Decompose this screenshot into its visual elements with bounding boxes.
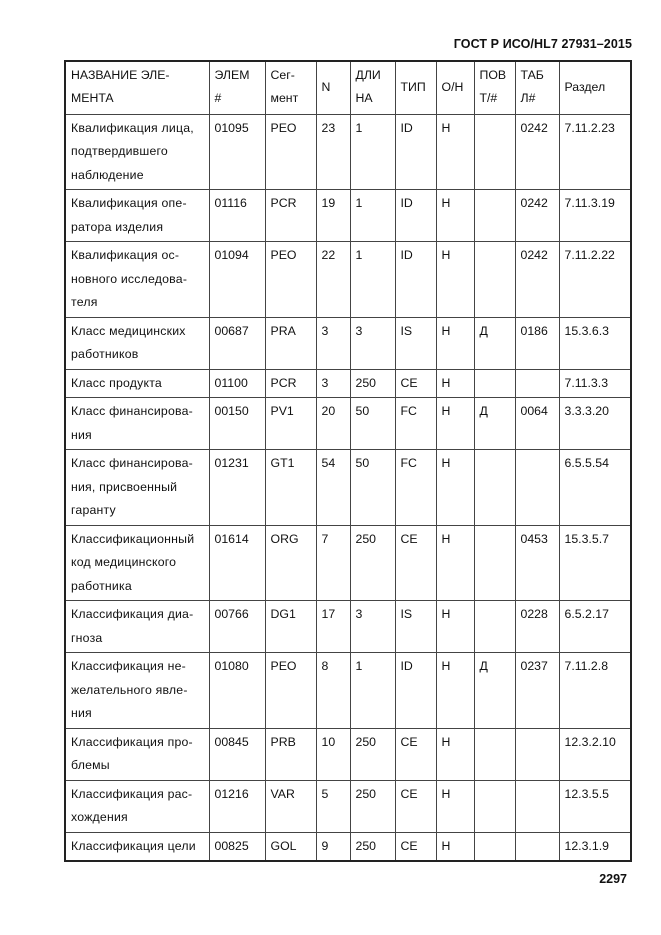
cell-repeat xyxy=(474,369,515,398)
cell-table xyxy=(515,450,559,526)
cell-length: 50 xyxy=(350,450,395,526)
cell-n: 3 xyxy=(316,369,350,398)
cell-table: 0228 xyxy=(515,601,559,653)
table-row xyxy=(65,780,631,832)
cell-element-name: Классификационный код медицинского работника xyxy=(65,525,209,601)
cell-table xyxy=(515,832,559,861)
cell-n: 7 xyxy=(316,525,350,601)
cell-section: 7.11.2.22 xyxy=(559,242,631,318)
cell-elem: 00687 xyxy=(209,317,265,369)
document-standard-title: ГОСТ Р ИСО/HL7 27931–2015 xyxy=(453,37,632,51)
cell-n: 23 xyxy=(316,114,350,190)
cell-optional: Н xyxy=(436,832,474,861)
cell-type: CE xyxy=(395,832,436,861)
table-row xyxy=(65,242,631,318)
cell-optional: Н xyxy=(436,728,474,780)
cell-element-name: Классификация рас- хождения xyxy=(65,780,209,832)
cell-optional: Н xyxy=(436,190,474,242)
data-elements-table xyxy=(64,60,632,862)
table-row xyxy=(65,653,631,729)
cell-elem: 01094 xyxy=(209,242,265,318)
cell-repeat xyxy=(474,450,515,526)
cell-repeat: Д xyxy=(474,653,515,729)
cell-table xyxy=(515,780,559,832)
cell-type: ID xyxy=(395,653,436,729)
cell-repeat xyxy=(474,728,515,780)
column-header-length: ДЛИ НА xyxy=(350,61,395,114)
cell-section: 6.5.2.17 xyxy=(559,601,631,653)
cell-table: 0064 xyxy=(515,398,559,450)
cell-elem: 01080 xyxy=(209,653,265,729)
cell-element-name: Класс медицинских работников xyxy=(65,317,209,369)
cell-segment: PV1 xyxy=(265,398,316,450)
cell-elem: 01116 xyxy=(209,190,265,242)
cell-n: 17 xyxy=(316,601,350,653)
cell-length: 250 xyxy=(350,369,395,398)
cell-length: 50 xyxy=(350,398,395,450)
cell-elem: 00825 xyxy=(209,832,265,861)
cell-repeat: Д xyxy=(474,317,515,369)
table-row xyxy=(65,369,631,398)
table-row xyxy=(65,525,631,601)
cell-section: 15.3.5.7 xyxy=(559,525,631,601)
cell-segment: PCR xyxy=(265,369,316,398)
cell-length: 1 xyxy=(350,653,395,729)
cell-optional: Н xyxy=(436,601,474,653)
cell-type: ID xyxy=(395,242,436,318)
cell-segment: PEO xyxy=(265,242,316,318)
cell-length: 1 xyxy=(350,114,395,190)
cell-length: 3 xyxy=(350,601,395,653)
cell-section: 6.5.5.54 xyxy=(559,450,631,526)
column-header-segment: Сег- мент xyxy=(265,61,316,114)
cell-element-name: Класс финансирова- ния xyxy=(65,398,209,450)
cell-elem: 00766 xyxy=(209,601,265,653)
cell-optional: Н xyxy=(436,653,474,729)
cell-element-name: Классификация цели xyxy=(65,832,209,861)
cell-segment: GT1 xyxy=(265,450,316,526)
table-row xyxy=(65,398,631,450)
cell-section: 12.3.5.5 xyxy=(559,780,631,832)
cell-element-name: Класс финансирова- ния, присвоенный гаранту xyxy=(65,450,209,526)
column-header-repeat: ПОВ Т/# xyxy=(474,61,515,114)
cell-length: 3 xyxy=(350,317,395,369)
cell-type: ID xyxy=(395,114,436,190)
column-header-section: Раздел xyxy=(559,61,631,114)
cell-segment: VAR xyxy=(265,780,316,832)
cell-elem: 00150 xyxy=(209,398,265,450)
cell-repeat: Д xyxy=(474,398,515,450)
column-header-optional: О/Н xyxy=(436,61,474,114)
cell-type: CE xyxy=(395,369,436,398)
cell-table xyxy=(515,369,559,398)
cell-type: CE xyxy=(395,728,436,780)
cell-element-name: Классификация диа- гноза xyxy=(65,601,209,653)
cell-table: 0242 xyxy=(515,190,559,242)
cell-n: 54 xyxy=(316,450,350,526)
cell-segment: PRA xyxy=(265,317,316,369)
cell-n: 19 xyxy=(316,190,350,242)
cell-table xyxy=(515,728,559,780)
cell-element-name: Квалификация ос- новного исследова- теля xyxy=(65,242,209,318)
cell-n: 8 xyxy=(316,653,350,729)
cell-optional: Н xyxy=(436,398,474,450)
cell-length: 250 xyxy=(350,728,395,780)
cell-n: 20 xyxy=(316,398,350,450)
cell-repeat xyxy=(474,190,515,242)
cell-section: 12.3.2.10 xyxy=(559,728,631,780)
cell-section: 7.11.2.8 xyxy=(559,653,631,729)
cell-repeat xyxy=(474,601,515,653)
cell-optional: Н xyxy=(436,317,474,369)
cell-type: FC xyxy=(395,450,436,526)
cell-element-name: Квалификация опе- ратора изделия xyxy=(65,190,209,242)
cell-optional: Н xyxy=(436,242,474,318)
cell-n: 9 xyxy=(316,832,350,861)
cell-optional: Н xyxy=(436,450,474,526)
table-row xyxy=(65,728,631,780)
cell-section: 7.11.2.23 xyxy=(559,114,631,190)
cell-type: CE xyxy=(395,780,436,832)
cell-n: 22 xyxy=(316,242,350,318)
table-row xyxy=(65,190,631,242)
cell-repeat xyxy=(474,114,515,190)
column-header-name: НАЗВАНИЕ ЭЛЕ- МЕНТА xyxy=(65,61,209,114)
table-row xyxy=(65,114,631,190)
cell-repeat xyxy=(474,832,515,861)
cell-elem: 01614 xyxy=(209,525,265,601)
page-number: 2297 xyxy=(599,872,627,886)
cell-repeat xyxy=(474,780,515,832)
cell-length: 250 xyxy=(350,832,395,861)
cell-segment: GOL xyxy=(265,832,316,861)
cell-n: 5 xyxy=(316,780,350,832)
cell-n: 3 xyxy=(316,317,350,369)
cell-type: FC xyxy=(395,398,436,450)
cell-element-name: Класс продукта xyxy=(65,369,209,398)
cell-section: 3.3.3.20 xyxy=(559,398,631,450)
cell-table: 0242 xyxy=(515,114,559,190)
column-header-n: N xyxy=(316,61,350,114)
cell-n: 10 xyxy=(316,728,350,780)
cell-segment: PEO xyxy=(265,114,316,190)
cell-segment: ORG xyxy=(265,525,316,601)
cell-elem: 01100 xyxy=(209,369,265,398)
cell-segment: PRB xyxy=(265,728,316,780)
cell-type: IS xyxy=(395,601,436,653)
cell-optional: Н xyxy=(436,114,474,190)
cell-elem: 01095 xyxy=(209,114,265,190)
cell-length: 250 xyxy=(350,780,395,832)
cell-length: 1 xyxy=(350,190,395,242)
column-header-elem: ЭЛЕМ # xyxy=(209,61,265,114)
cell-element-name: Классификация не- желательного явле- ния xyxy=(65,653,209,729)
cell-length: 1 xyxy=(350,242,395,318)
cell-type: IS xyxy=(395,317,436,369)
cell-table: 0453 xyxy=(515,525,559,601)
cell-section: 7.11.3.19 xyxy=(559,190,631,242)
cell-section: 12.3.1.9 xyxy=(559,832,631,861)
cell-optional: Н xyxy=(436,780,474,832)
column-header-table: ТАБ Л# xyxy=(515,61,559,114)
cell-segment: PEO xyxy=(265,653,316,729)
cell-segment: DG1 xyxy=(265,601,316,653)
cell-optional: Н xyxy=(436,369,474,398)
cell-repeat xyxy=(474,242,515,318)
cell-table: 0186 xyxy=(515,317,559,369)
table-row xyxy=(65,601,631,653)
cell-section: 15.3.6.3 xyxy=(559,317,631,369)
cell-table: 0237 xyxy=(515,653,559,729)
cell-elem: 01231 xyxy=(209,450,265,526)
table-row xyxy=(65,450,631,526)
table-header-row xyxy=(65,61,631,114)
cell-table: 0242 xyxy=(515,242,559,318)
cell-repeat xyxy=(474,525,515,601)
cell-type: ID xyxy=(395,190,436,242)
cell-elem: 01216 xyxy=(209,780,265,832)
cell-type: CE xyxy=(395,525,436,601)
column-header-type: ТИП xyxy=(395,61,436,114)
cell-length: 250 xyxy=(350,525,395,601)
cell-optional: Н xyxy=(436,525,474,601)
table-row xyxy=(65,832,631,861)
cell-elem: 00845 xyxy=(209,728,265,780)
cell-segment: PCR xyxy=(265,190,316,242)
cell-element-name: Классификация про- блемы xyxy=(65,728,209,780)
table-row xyxy=(65,317,631,369)
cell-section: 7.11.3.3 xyxy=(559,369,631,398)
cell-element-name: Квалификация лица, подтвердившего наблюдение xyxy=(65,114,209,190)
